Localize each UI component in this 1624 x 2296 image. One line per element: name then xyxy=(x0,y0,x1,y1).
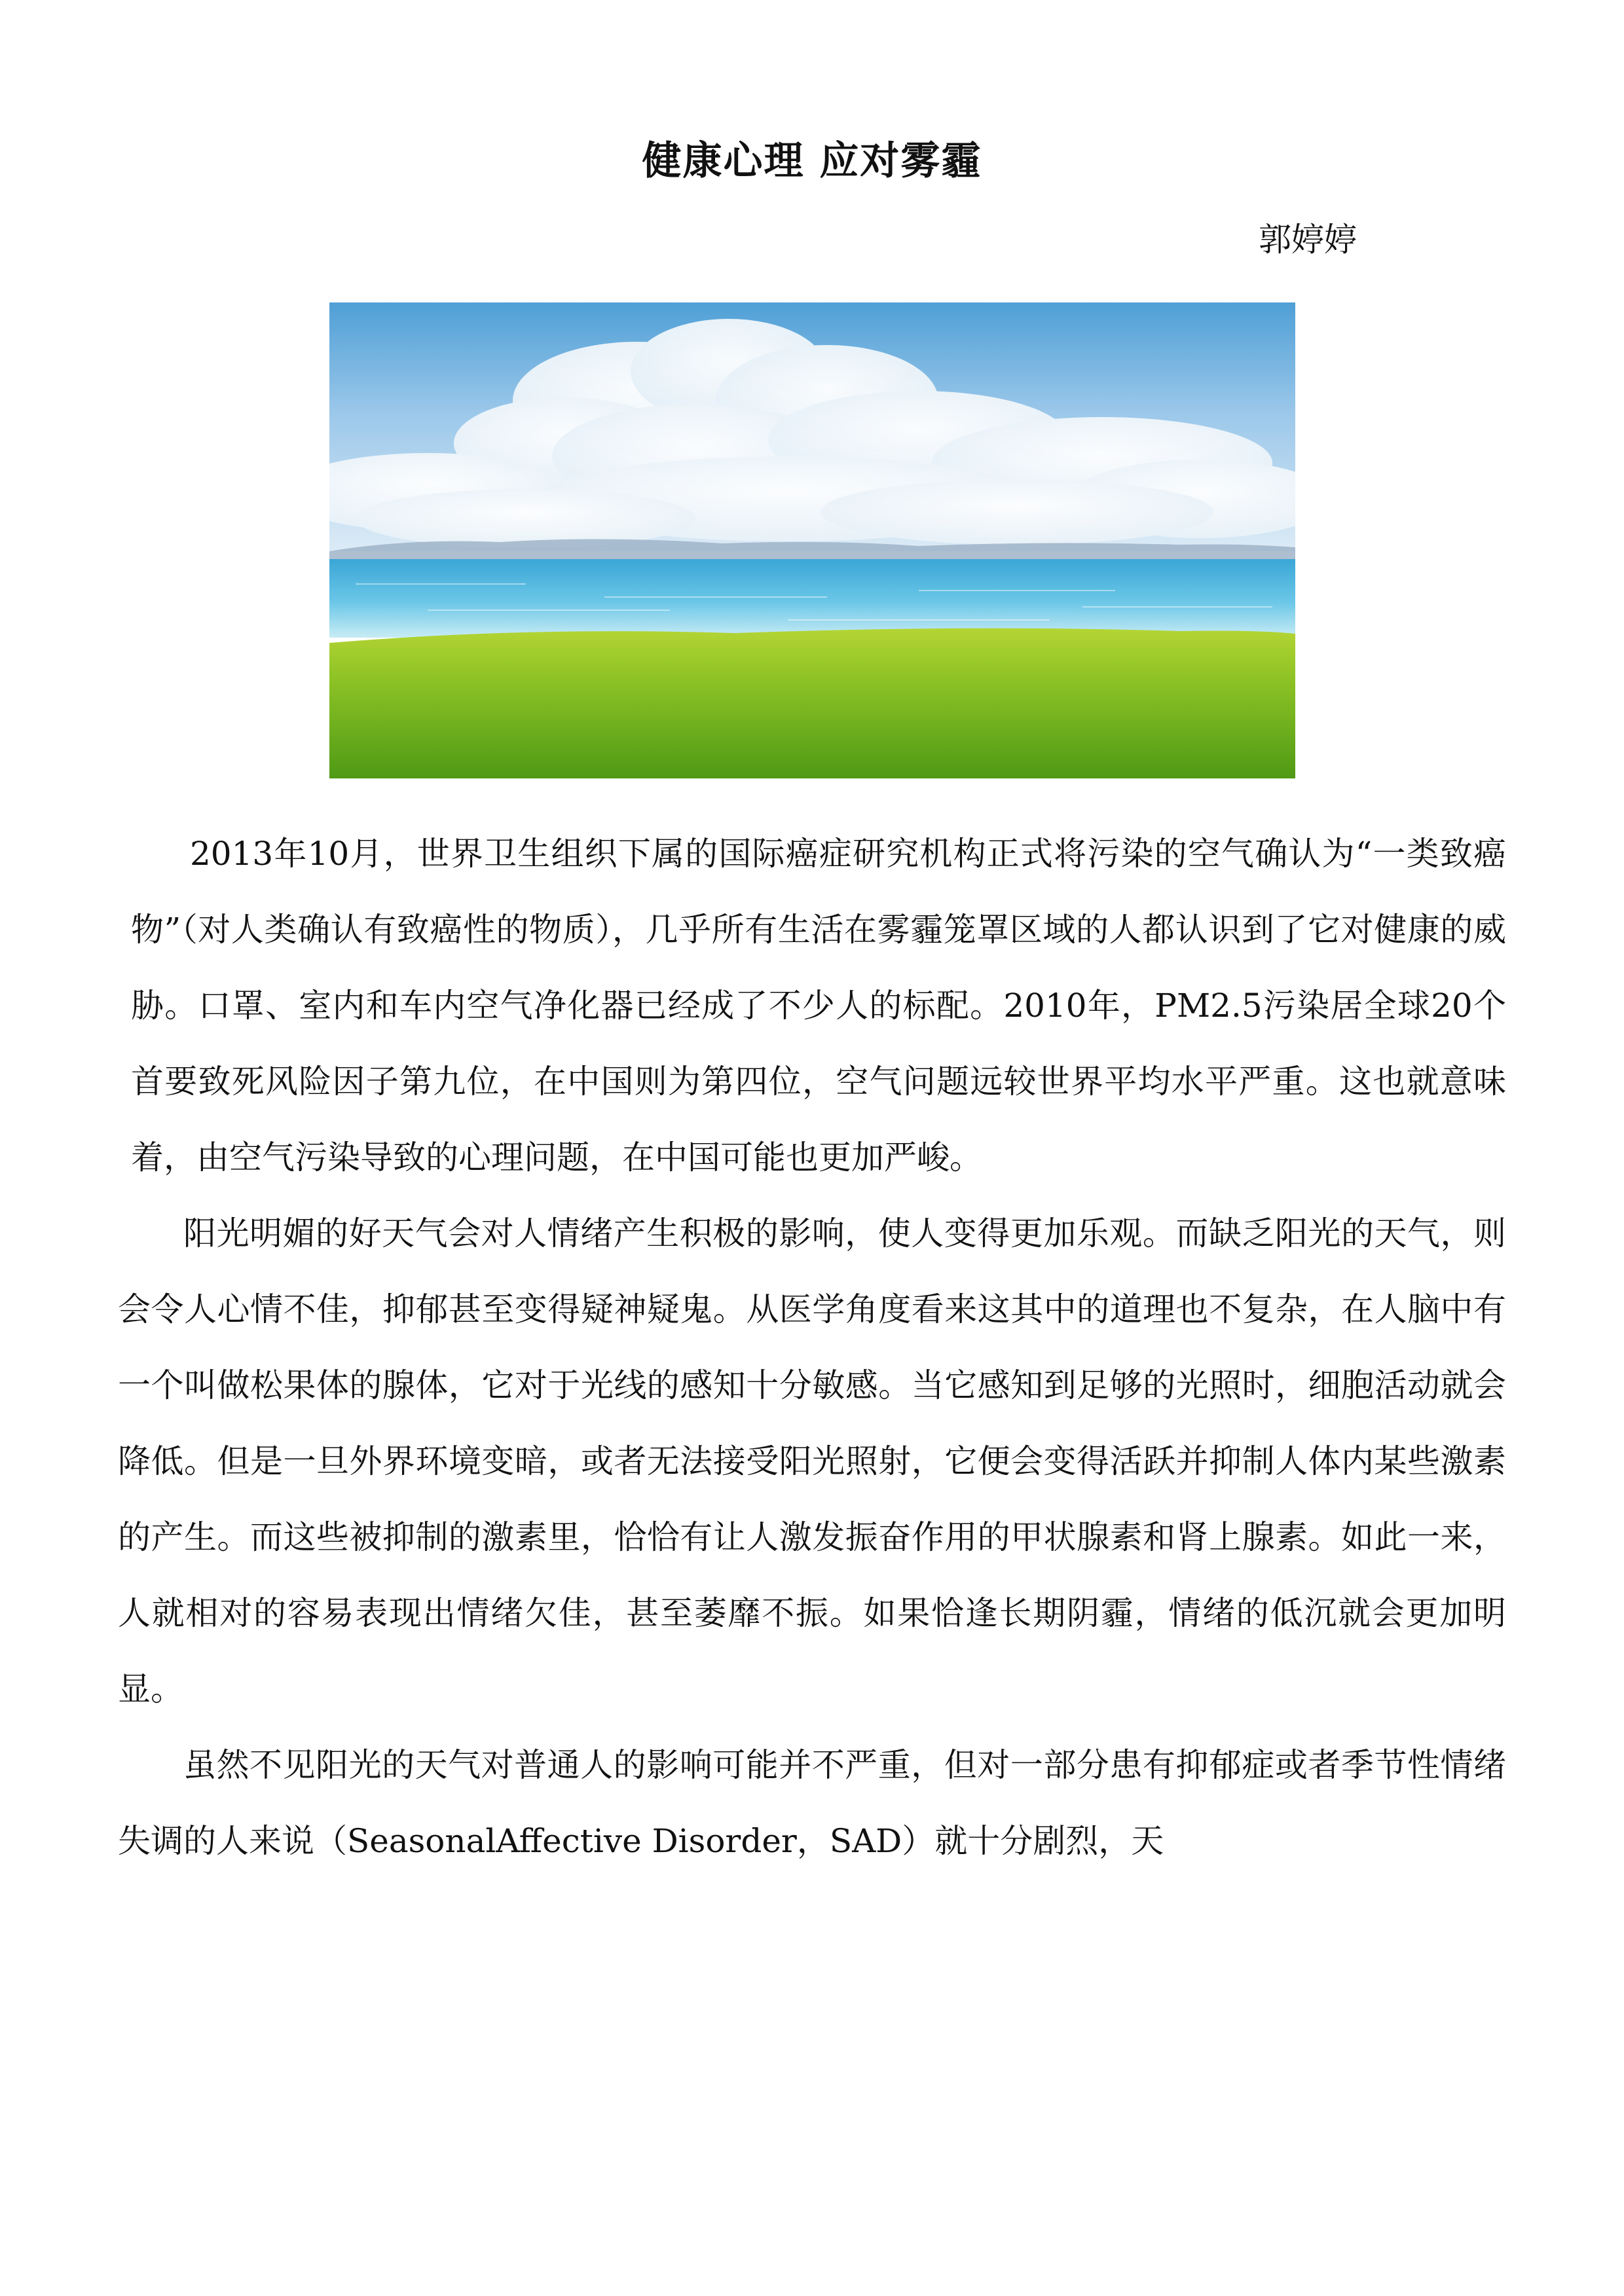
article-body xyxy=(118,816,1506,1879)
author-name: 郭婷婷 xyxy=(1259,221,1357,259)
sky-sea-grass-photo xyxy=(329,302,1295,778)
paragraph: 虽然不见阳光的天气对普通人的影响可能并不严重，但对一部分患有抑郁症或者季节性情绪失调的人来说（SeasonalAffective Disorder，SAD）就十分剧烈，天 xyxy=(118,1746,1506,1860)
paragraph: 阳光明媚的好天气会对人情绪产生积极的影响，使人变得更加乐观。而缺乏阳光的天气，则会令人心情不佳，抑郁甚至变得疑神疑鬼。从医学角度看来这其中的道理也不复杂，在人脑中有一个叫做松果体的腺体，它对于光线的感知十分敏感。当它感知到足够的光照时，细胞活动就会降低。但是一旦外界环境变暗，或者无法接受阳光照射，它便会变得活跃并抑制人体内某些激素的产生。而这些被抑制的激素里，恰恰有让人激发振奋作用的甲状腺素和肾上腺素。如此一来，人就相对的容易表现出情绪欠佳，甚至萎靡不振。如果恰逢长期阴霾，情绪的低沉就会更加明显。 xyxy=(118,1214,1506,1708)
page-title: 健康心理 应对雾霾 xyxy=(642,138,982,184)
paragraph: 2013年10月，世界卫生组织下属的国际癌症研究机构正式将污染的空气确认为“一类致癌物”（对人类确认有致癌性的物质），几乎所有生活在雾霾笼罩区域的人都认识到了它对健康的威胁。口罩、室内和车内空气净化器已经成了不少人的标配。2010年，PM2.5污染居全球20个首要致死风险因子第九位，在中国则为第四位，空气问题远较世界平均水平严重。这也就意味着，由空气污染导致的心理问题，在中国可能也更加严峻。 xyxy=(131,835,1506,1176)
